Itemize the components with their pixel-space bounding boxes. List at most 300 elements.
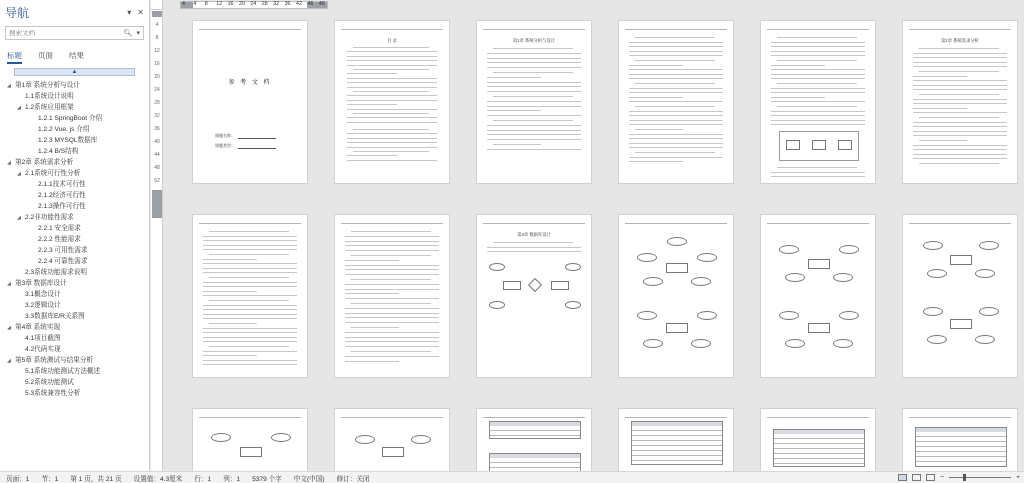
nav-heading-label: 第2章 系统需求分析 — [15, 159, 74, 166]
nav-heading-label: 2.2.2 性能需求 — [38, 236, 81, 243]
nav-heading-label: 第4章 系统实现 — [15, 324, 61, 331]
text-line — [203, 245, 297, 246]
er-attribute — [833, 339, 853, 348]
text-line — [771, 88, 865, 89]
text-line — [913, 108, 967, 109]
search-input[interactable] — [9, 30, 109, 37]
er-attribute — [643, 277, 663, 286]
page-toc[interactable] — [334, 20, 450, 184]
nav-heading-label: 2.2.4 可靠性需求 — [38, 258, 88, 265]
diagram-box — [812, 140, 826, 150]
data-table — [631, 421, 723, 465]
er-attribute — [691, 277, 711, 286]
diagram-box — [786, 140, 800, 150]
er-attribute — [979, 241, 999, 250]
text-line — [203, 259, 257, 260]
text-line — [913, 158, 1007, 159]
tab-results[interactable]: 结果 — [69, 51, 84, 60]
text-line — [487, 251, 581, 252]
text-line — [345, 313, 439, 314]
nav-heading-item[interactable] — [0, 168, 149, 179]
text-line — [629, 120, 723, 121]
nav-heading-label: 第5章 系统测试与结果分析 — [15, 357, 94, 364]
text-line — [635, 152, 715, 153]
text-line — [771, 46, 865, 47]
er-attribute — [697, 253, 717, 262]
status-position[interactable]: 设置值：4.3厘米 — [133, 475, 183, 483]
text-line — [487, 53, 581, 54]
search-box[interactable] — [5, 26, 144, 40]
nav-heading-item[interactable] — [0, 333, 149, 344]
nav-heading-item[interactable] — [0, 322, 149, 333]
text-line — [771, 55, 865, 56]
close-icon[interactable]: ✕ — [137, 7, 144, 17]
text-line — [209, 277, 289, 278]
nav-heading-item[interactable] — [0, 124, 149, 135]
expand-arrow-icon[interactable]: ◢ — [17, 171, 21, 177]
nav-heading-item[interactable] — [0, 179, 149, 190]
ruler-number: 8 — [155, 35, 159, 41]
er-entity — [950, 255, 972, 265]
text-line — [629, 101, 723, 102]
nav-heading-item[interactable] — [0, 80, 149, 91]
text-line — [353, 113, 429, 114]
ruler-number: 28 — [154, 100, 160, 106]
text-line — [629, 97, 683, 98]
text-line — [771, 111, 865, 112]
nav-heading-label: 5.2系统功能测试 — [25, 379, 74, 386]
text-line — [209, 254, 289, 255]
page-header-line — [341, 223, 443, 224]
text-line — [347, 56, 437, 57]
text-line — [345, 265, 439, 266]
heading-tree — [0, 79, 149, 399]
expand-arrow-icon[interactable]: ◢ — [7, 325, 11, 331]
expand-arrow-icon[interactable]: ◢ — [7, 281, 11, 287]
text-line — [487, 101, 581, 102]
outline-view-button[interactable] — [926, 474, 935, 481]
text-line — [493, 48, 573, 49]
chapter-title: 第1章 系统分析与设计 — [512, 38, 556, 43]
nav-heading-item[interactable] — [0, 388, 149, 399]
text-line — [345, 308, 439, 309]
navigation-pane — [0, 0, 150, 471]
text-line — [203, 355, 257, 356]
text-line — [913, 80, 1007, 81]
data-table — [489, 453, 581, 471]
text-line — [203, 328, 297, 329]
page-header-line — [625, 417, 727, 418]
text-line — [347, 87, 437, 88]
text-line — [203, 272, 297, 273]
text-line — [913, 53, 1007, 54]
collapse-headings-button[interactable]: ▲ — [14, 68, 135, 76]
ruler-number: 20 — [154, 74, 160, 80]
text-line — [629, 69, 723, 70]
er-attribute — [637, 253, 657, 262]
ruler-corner — [151, 0, 162, 10]
nav-heading-item[interactable] — [0, 212, 149, 223]
page-architecture[interactable] — [760, 20, 876, 184]
text-line — [203, 364, 297, 365]
er-attribute — [927, 269, 947, 278]
nav-heading-label: 5.3系统兼容性分析 — [25, 390, 81, 397]
nav-heading-label: 2.3系统功能需求说明 — [25, 269, 87, 276]
er-attribute — [211, 433, 231, 442]
page-er-diagram-3[interactable] — [902, 214, 1018, 378]
text-line — [345, 356, 439, 357]
ruler-number: 36 — [284, 1, 291, 7]
er-attribute — [923, 241, 943, 250]
text-line — [203, 240, 297, 241]
nav-heading-label: 3.3数据库E/R关系图 — [25, 313, 85, 320]
ruler-number: 24 — [154, 87, 160, 93]
text-line — [345, 346, 439, 347]
text-line — [913, 103, 1007, 104]
vertical-ruler[interactable] — [151, 0, 163, 471]
text-line — [629, 143, 723, 144]
text-line — [919, 71, 999, 72]
zoom-slider-thumb[interactable] — [963, 474, 966, 481]
text-line — [629, 88, 723, 89]
nav-heading-label: 2.1系统可行性分析 — [25, 170, 81, 177]
nav-heading-label: 2.1.3操作可行性 — [38, 203, 86, 210]
text-line — [203, 337, 297, 338]
nav-heading-item[interactable] — [0, 234, 149, 245]
status-row[interactable]: 行：1 — [194, 475, 212, 483]
nav-heading-label: 1.2.4 B/S结构 — [38, 148, 79, 155]
search-icon[interactable]: 🔍︎ — [123, 30, 133, 37]
text-line — [487, 134, 581, 135]
text-line — [487, 67, 581, 68]
text-line — [919, 94, 999, 95]
text-line — [345, 269, 439, 270]
status-page[interactable]: 页面：1 — [6, 475, 30, 483]
nav-heading-item[interactable] — [0, 135, 149, 146]
ruler-number: 48 — [154, 165, 160, 171]
status-column[interactable]: 列：1 — [223, 475, 241, 483]
er-attribute — [565, 301, 581, 309]
nav-heading-item[interactable] — [0, 113, 149, 124]
ruler-number: 20 — [239, 1, 245, 7]
page-er-diagram-4[interactable] — [192, 408, 308, 471]
status-word-count[interactable]: 5379 个字 — [252, 475, 282, 483]
nav-heading-item[interactable] — [0, 377, 149, 388]
expand-arrow-icon[interactable]: ◢ — [7, 160, 11, 166]
text-line — [203, 286, 297, 287]
text-line — [353, 151, 429, 152]
expand-arrow-icon[interactable]: ◢ — [7, 83, 11, 89]
text-line — [203, 351, 297, 352]
er-attribute — [411, 435, 431, 444]
text-line — [203, 249, 297, 250]
text-line — [635, 129, 683, 130]
data-table — [773, 429, 865, 467]
dropdown-arrow-icon[interactable]: ▾ — [127, 7, 132, 17]
page-header-line — [483, 417, 585, 418]
er-attribute — [779, 245, 799, 254]
text-line — [771, 51, 865, 52]
ruler-number: 16 — [154, 61, 160, 67]
text-line — [487, 149, 581, 150]
toc-title: 目 录 — [387, 38, 397, 43]
page-chapter3[interactable] — [476, 214, 592, 378]
er-attribute — [975, 269, 995, 278]
nav-heading-label: 3.1概念设计 — [25, 291, 61, 298]
page-er-diagram-1[interactable] — [618, 214, 734, 378]
text-line — [913, 135, 1007, 136]
page-header-line — [767, 417, 869, 418]
ruler-number: 32 — [154, 113, 160, 119]
status-language[interactable]: 中文(中国) — [293, 475, 325, 483]
page-chapter1[interactable] — [476, 20, 592, 184]
text-line — [347, 138, 437, 139]
text-line — [345, 241, 439, 242]
horizontal-ruler[interactable] — [164, 0, 1024, 10]
text-line — [345, 337, 439, 338]
text-line — [629, 51, 723, 52]
text-line — [629, 138, 723, 139]
nav-heading-item[interactable] — [0, 278, 149, 289]
text-line — [493, 144, 541, 145]
web-layout-view-button[interactable] — [912, 474, 921, 481]
nav-heading-item[interactable] — [0, 245, 149, 256]
text-line — [353, 47, 429, 48]
nav-heading-item[interactable] — [0, 157, 149, 168]
page-er-diagram-5[interactable] — [334, 408, 450, 471]
text-line — [203, 295, 297, 296]
text-line — [493, 96, 573, 97]
cover-title: 参 考 文 档 — [228, 80, 272, 86]
zoom-in-icon[interactable]: + — [1016, 474, 1020, 481]
text-line — [345, 289, 439, 290]
ruler-number: 44 — [154, 152, 160, 158]
chapter-title: 第3章 数据库设计 — [517, 232, 551, 237]
page-table-2[interactable] — [618, 408, 734, 471]
text-line — [347, 73, 397, 74]
text-line — [919, 117, 999, 118]
text-line — [493, 120, 573, 121]
text-line — [487, 91, 581, 92]
text-line — [629, 92, 723, 93]
er-attribute — [355, 435, 375, 444]
text-line — [487, 139, 581, 140]
text-line — [351, 279, 431, 280]
text-line — [345, 341, 439, 342]
page-header-line — [909, 29, 1011, 30]
text-line — [345, 332, 439, 333]
text-line — [629, 111, 723, 112]
text-line — [913, 154, 1007, 155]
er-entity — [240, 447, 262, 457]
text-line — [347, 78, 437, 79]
nav-heading-item[interactable] — [0, 256, 149, 267]
page-requirements[interactable] — [192, 214, 308, 378]
status-page-count[interactable]: 第 1 页，共 21 页 — [70, 475, 122, 483]
page-header-line — [341, 29, 443, 30]
text-line — [487, 62, 581, 63]
ruler-number: 40 — [154, 139, 160, 145]
text-line — [203, 268, 297, 269]
page-table-1[interactable] — [476, 408, 592, 471]
status-bar — [0, 471, 1024, 483]
text-line — [347, 122, 437, 123]
nav-heading-label: 1.2系统应用框架 — [25, 104, 74, 111]
text-line — [777, 106, 857, 107]
text-line — [487, 86, 581, 87]
nav-heading-item[interactable] — [0, 146, 149, 157]
nav-heading-item[interactable] — [0, 311, 149, 322]
nav-heading-item[interactable] — [0, 300, 149, 311]
text-line — [347, 95, 437, 96]
nav-heading-item[interactable] — [0, 201, 149, 212]
nav-heading-label: 第1章 系统分析与设计 — [15, 82, 80, 89]
er-attribute — [839, 245, 859, 254]
ruler-number: 4 — [182, 1, 185, 7]
er-attribute — [637, 311, 657, 320]
text-line — [629, 115, 723, 116]
text-line — [919, 163, 999, 164]
text-line — [345, 245, 439, 246]
text-line — [913, 89, 1007, 90]
nav-heading-item[interactable] — [0, 223, 149, 234]
nav-heading-item[interactable] — [0, 355, 149, 366]
nav-heading-label: 2.1.1技术可行性 — [38, 181, 86, 188]
er-attribute — [927, 335, 947, 344]
zoom-slider[interactable] — [949, 477, 1011, 478]
nav-tabs — [0, 42, 149, 64]
text-line — [487, 247, 581, 248]
text-line — [347, 117, 437, 118]
text-line — [913, 62, 1007, 63]
text-line — [209, 346, 289, 347]
nav-heading-label: 2.2非功能性需求 — [25, 214, 74, 221]
text-line — [345, 293, 399, 294]
er-entity — [666, 323, 688, 333]
er-attribute — [697, 311, 717, 320]
page-table-3[interactable] — [760, 408, 876, 471]
page-er-diagram-2[interactable] — [760, 214, 876, 378]
text-line — [629, 46, 723, 47]
page-header-line — [767, 29, 869, 30]
nav-heading-label: 2.1.2经济可行性 — [38, 192, 86, 199]
er-attribute — [785, 339, 805, 348]
nav-title: 导航 — [5, 5, 30, 20]
data-table — [915, 427, 1007, 467]
tab-pages[interactable]: 页面 — [38, 51, 53, 60]
ruler-number: 12 — [216, 1, 223, 7]
er-entity — [808, 323, 830, 333]
page-header-line — [767, 223, 869, 224]
ruler-number: 36 — [154, 126, 160, 132]
cover-label: 课题类型： — [215, 143, 235, 148]
text-line — [777, 83, 857, 84]
text-line — [487, 82, 581, 83]
text-line — [777, 60, 857, 61]
nav-heading-label: 3.2逻辑设计 — [25, 302, 61, 309]
nav-heading-item[interactable] — [0, 289, 149, 300]
text-line — [203, 282, 297, 283]
ruler-number: 28 — [261, 1, 268, 7]
document-area[interactable] — [164, 10, 1024, 471]
nav-heading-item[interactable] — [0, 102, 149, 113]
text-line — [487, 115, 581, 116]
expand-arrow-icon[interactable]: ◢ — [17, 215, 21, 221]
er-attribute — [979, 307, 999, 316]
nav-heading-item[interactable] — [0, 91, 149, 102]
text-line — [635, 83, 715, 84]
er-entity — [503, 281, 521, 290]
text-line — [351, 231, 431, 232]
page-nonfunctional[interactable] — [334, 214, 450, 378]
text-line — [347, 109, 437, 110]
page-chapter2[interactable] — [902, 20, 1018, 184]
text-line — [629, 147, 723, 148]
er-attribute — [489, 301, 505, 309]
tab-headings[interactable]: 标题 — [7, 50, 22, 64]
print-layout-view-button[interactable] — [898, 474, 907, 481]
nav-heading-item[interactable] — [0, 366, 149, 377]
cover-label: 课题名称： — [215, 133, 235, 138]
text-line — [347, 51, 437, 52]
status-track-changes[interactable]: 修订：关闭 — [336, 475, 370, 483]
text-line — [629, 55, 723, 56]
text-line — [203, 332, 297, 333]
nav-heading-item[interactable] — [0, 190, 149, 201]
expand-arrow-icon[interactable]: ◢ — [7, 358, 11, 364]
page-header-line — [199, 29, 301, 30]
text-line — [771, 78, 865, 79]
page-springboot[interactable] — [618, 20, 734, 184]
nav-heading-label: 1.2.1 SpringBoot 介绍 — [38, 115, 103, 122]
er-attribute — [489, 263, 505, 271]
text-line — [203, 236, 297, 237]
text-line — [345, 274, 439, 275]
ruler-number: 42 — [296, 1, 302, 7]
page-header-line — [199, 417, 301, 418]
diagram-box — [838, 140, 852, 150]
nav-heading-item[interactable] — [0, 344, 149, 355]
text-line — [203, 314, 297, 315]
text-line — [209, 231, 289, 232]
text-line — [629, 42, 723, 43]
text-line — [629, 74, 723, 75]
text-line — [347, 60, 437, 61]
ruler-bottom-margin — [152, 190, 162, 218]
search-dropdown-icon[interactable]: ▾ — [136, 30, 140, 37]
text-line — [629, 161, 683, 162]
nav-heading-label: 第3章 数据库设计 — [15, 280, 67, 287]
text-line — [913, 112, 1007, 113]
text-line — [913, 122, 1007, 123]
page-header-line — [909, 417, 1011, 418]
text-line — [347, 65, 437, 66]
text-line — [913, 57, 1007, 58]
ruler-top-margin — [152, 11, 162, 17]
nav-heading-label: 1.2.2 Vue. js 介绍 — [38, 126, 90, 133]
expand-arrow-icon[interactable]: ◢ — [17, 105, 21, 111]
ruler-number: 32 — [273, 1, 280, 7]
text-line — [203, 318, 297, 319]
status-section[interactable]: 节：1 — [41, 475, 59, 483]
nav-heading-item[interactable] — [0, 267, 149, 278]
page-cover[interactable] — [192, 20, 308, 184]
text-line — [771, 74, 865, 75]
nav-heading-label: 4.1项目截图 — [25, 335, 61, 342]
zoom-out-icon[interactable]: − — [940, 474, 945, 481]
text-line — [913, 131, 1007, 132]
page-table-4[interactable] — [902, 408, 1018, 471]
